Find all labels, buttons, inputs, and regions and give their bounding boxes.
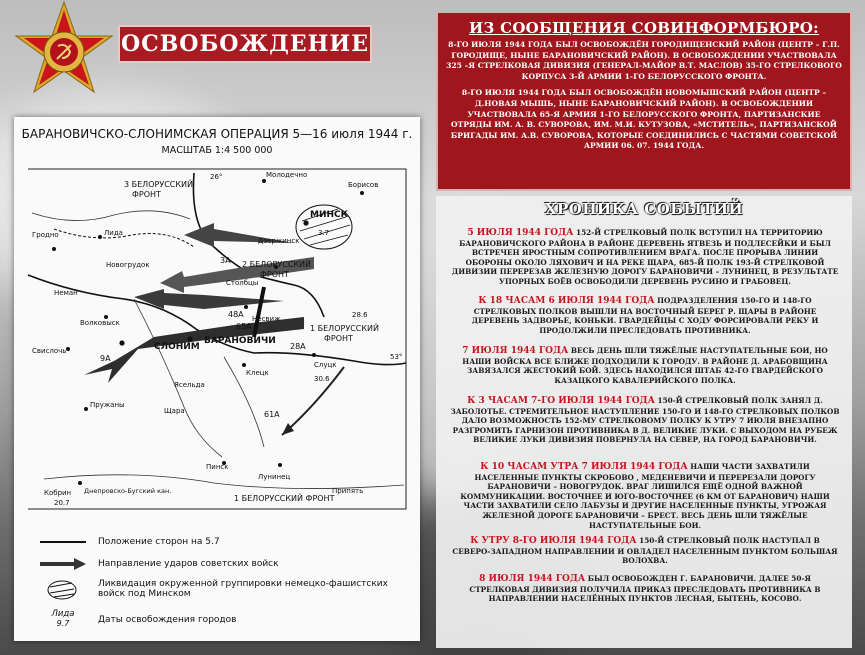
map-label: Волковыск	[80, 319, 120, 327]
map-label: Пружаны	[90, 401, 125, 409]
map-label: 26°	[210, 173, 223, 181]
sovinformburo-title: ИЗ СООБЩЕНИЯ СОВИНФОРМБЮРО:	[468, 19, 820, 37]
map-label: Щара	[164, 407, 185, 415]
chronicle-date: 5 ИЮЛЯ 1944 ГОДА	[467, 228, 574, 238]
chronicle-text: БЫЛ ОСВОБОЖДЕН Г. БАРАНОВИЧИ. ДАЛЕЕ 50-Я СТРЕЛКОВАЯ ДИВИЗИЯ ПОЛУЧИЛА ПРИКАЗ ПРЕСЛЕДОВАТЬ ПРОТИВНИКА В НАПРАВЛЕНИИ НАСЕЛЁННЫХ ПУНКТОВ ЛЕСНАЯ, БЫТЕНЬ, КОСОВО.	[469, 574, 821, 604]
map-label: 1 БЕЛОРУССКИЙ ФРОНТ	[234, 494, 335, 503]
legend-label: Даты освобождения городов	[98, 615, 237, 625]
map-label: Днепровско-Бугский кан.	[84, 487, 172, 495]
sovinformburo-paragraph: 8-ГО ИЮЛЯ 1944 ГОДА БЫЛ ОСВОБОЖДЁН ГОРОДИЩЕНСКИЙ РАЙОН (ЦЕНТР – Г.П. ГОРОДИЩЕ, НЫНЕ БАРАНОВИЧСКИЙ РАЙОН). В ОСВОБОЖДЕНИИ УЧАСТВОВАЛА 325 –Я СТРЕЛКОВАЯ ДИВИЗИЯ (ГЕНЕРАЛ-МАЙОР В.Т. МАСЛОВ) 35-ГО СТРЕЛКОВОГО КОРПУСА 3-Й АРМИИ 1-ГО БЕЛОРУССКОГО ФРОНТА.	[446, 40, 842, 81]
map-label: Пинск	[206, 463, 229, 471]
chronicle-date: К 3 ЧАСАМ 7-ГО ИЮЛЯ 1944 ГОДА	[467, 396, 655, 406]
chronicle-date: К 10 ЧАСАМ УТРА 7 ИЮЛЯ 1944 ГОДА	[480, 462, 688, 472]
chronicle-date: 7 ИЮЛЯ 1944 ГОДА	[462, 346, 569, 356]
legend-label: войск под Минском	[98, 589, 191, 599]
map-label: 48А	[228, 310, 244, 319]
map-label: 9А	[100, 354, 111, 363]
map-scale: МАСШТАБ 1:4 500 000	[161, 145, 273, 156]
chronicle-item	[450, 296, 840, 335]
map-label: ФРОНТ	[132, 190, 161, 199]
map-label: Клецк	[246, 369, 269, 377]
map-title: БАРАНОВИЧСКО-СЛОНИМСКАЯ ОПЕРАЦИЯ 5—16 июля 1944 г.	[21, 127, 413, 141]
map-label: Неман	[54, 289, 78, 297]
chronicle-text: НАШИ ЧАСТИ ЗАХВАТИЛИ НАСЕЛЕННЫЕ ПУНКТЫ СКРОБОВО , МЕДЕНЕВИЧИ И ПЕРЕРЕЗАЛИ ДОРОГУ БАРАНОВИЧИ – НОВОГРУДОК. ВРАГ ЛИШИЛСЯ ЕЩЁ ОДНОЙ ВАЖНОЙ КОММУНИКАЦИИ. ВОСТОЧНЕЕ И ЮГО-ВОСТОЧНЕЕ (6 КМ ОТ БАРАНОВИЧ) НАШИ ЧАСТИ ЗАХВАТИЛИ СЕЛО ЛАБУЗЫ И ДРУГИЕ НАСЕЛЕННЫЕ ПУНКТЫ, УГРОЖАЯ ЖЕЛЕЗНОЙ ДОРОГЕ БАРАНОВИЧИ – БРЕСТ. ВЕСЬ ДЕНЬ ШЛИ ТЯЖЁЛЫЕ НАСТУПАТЕЛЬНЫЕ БОИ.	[460, 462, 830, 530]
map-label: 28.6	[352, 311, 368, 319]
legend-city: Лида	[51, 609, 75, 619]
map-label: 2 БЕЛОРУССКИЙ	[242, 260, 312, 269]
map-label: Столбцы	[226, 279, 259, 287]
map-label: Молодечно	[266, 171, 308, 179]
map-label: Свислочь	[32, 347, 67, 355]
chronicle-date: К 18 ЧАСАМ 6 ИЮЛЯ 1944 ГОДА	[478, 296, 655, 306]
map-label: Новогрудок	[106, 261, 150, 269]
map-label: Дзержинск	[258, 237, 300, 245]
map-label: 30.6	[314, 375, 330, 383]
map-label: 28А	[290, 342, 306, 351]
map-label: 3 БЕЛОРУССКИЙ	[124, 180, 194, 189]
chronicle-item	[450, 462, 840, 530]
legend-item	[36, 533, 220, 551]
map-label: 3.7	[318, 229, 330, 237]
chronicle-text: ВЕСЬ ДЕНЬ ШЛИ ТЯЖЁЛЫЕ НАСТУПАТЕЛЬНЫЕ БОИ, НО НАШИ ВОЙСКА ВСЕ БЛИЖЕ ПОДХОДИЛИ К ГОРОДУ. В РАЙОНЕ Д. АРАБОВЩИНА ЗАВЯЗАЛСЯ ЖЕСТОКИЙ БОЙ. ЗДЕСЬ НАХОДИЛСЯ ШТАБ 42-ГО ГВАРДЕЙСКОГО КАЗАЦКОГО КАВАЛЕРИЙСКОГО ПОЛКА.	[462, 346, 828, 385]
legend-label: Положение сторон на 5.7	[98, 537, 220, 547]
map-label: Несвиж	[252, 315, 281, 323]
chronicle-text: 152-Й СТРЕЛКОВЫЙ ПОЛК ВСТУПИЛ НА ТЕРРИТОРИЮ БАРАНОВИЧСКОГО РАЙОНА В РАЙОНЕ ДЕРЕВЕНЬ ЯТВЕЗЬ И ПОДЛЕСЕЙКИ И БЫЛ ВСТРЕЧЕН ЯРОСТНЫМ СОПРОТИВЛЕНИЕМ ВРАГА. ПОСЛЕ ПРОРЫВА ЛИНИИ ОБОРОНЫ ОКОЛО ЛЯХОВИЧ И НА РЕКЕ ЩАРА, 685-Й ПОЛК 193-Й СТРЕЛКОВОЙ ДИВИЗИИ ПЕРЕРЕЗАВ ЖЕЛЕЗНУЮ ДОРОГУ БАРАНОВИЧИ – ЛУНИНЕЦ, В РЕЗУЛЬТАТЕ УПОРНЫХ БОЁВ ОСВОБОДИЛИ ДЕРЕВЕНЬ РУСИНО И ГРАБОВЕЦ.	[451, 228, 839, 286]
chronicle-item	[450, 228, 840, 287]
map-label-baranovichi: БАРАНОВИЧИ	[204, 336, 276, 346]
page-title: ОСВОБОЖДЕНИЕ	[121, 31, 369, 57]
map-label: 3А	[220, 256, 231, 265]
legend-item	[36, 609, 236, 635]
map-label: 61А	[264, 410, 280, 419]
legend-item	[36, 579, 388, 601]
map-label: Слуцк	[314, 361, 337, 369]
legend-label: Ликвидация окруженной группировки немецко-фашистских	[98, 579, 388, 589]
map-label: Ясельда	[174, 381, 205, 389]
chronicle-text: 150-Й СТРЕЛКОВЫЙ ПОЛК ЗАНЯЛ Д. ЗАБОЛОТЬЕ. СТРЕМИТЕЛЬНОЕ НАСТУПЛЕНИЕ 150-ГО И 148-ГО СТРЕЛКОВЫХ ПОЛКОВ ДАЛО ВОЗМОЖНОСТЬ 152-МУ СТРЕЛКОВОМУ ПОЛКУ К УТРУ 7 ИЮЛЯ ВНЕЗАПНО РАЗГРОМИТЬ ГАРНИЗОН ПРОТИВНИКА В Д. ВЕЛИКИЕ ЛУКИ. С ВЫХОДОМ НА РУБЕЖ ВЕЛИКИЕ ЛУКИ ДИВИЗИЯ ПОВЕРНУЛА НА СЕВЕР, НА ГОРОД БАРАНОВИЧИ.	[450, 396, 840, 445]
chronicle-title: ХРОНИКА СОБЫТИЙ	[544, 200, 744, 218]
chronicle-panel	[436, 196, 852, 648]
chronicle-item	[450, 574, 840, 604]
map-label: 65А	[236, 322, 252, 331]
sovinformburo-paragraph: 8-ГО ИЮЛЯ 1944 ГОДА БЫЛ ОСВОБОЖДЁН НОВОМЫШСКИЙ РАЙОН (ЦЕНТР – Д.НОВАЯ МЫШЬ, НЫНЕ БАРАНОВИЧСКИЙ РАЙОН). В ОСВОБОЖДЕНИИ УЧАСТВОВАЛА 65-Я АРМИЯ 1-ГО БЕЛОРУССКОГО ФРОНТА, ПАРТИЗАНСКИЕ ОТРЯДЫ ИМ. А. В. СУВОРОВА, ИМ. М.И. КУТУЗОВА, «МСТИТЕЛЬ», ПАРТИЗАНСКОЙ БРИГАДЫ ИМ. А.В. СУВОРОВА, КОТОРЫЕ СОЕДИНИЛИСЬ С ЧАСТЯМИ СОВЕТСКОЙ АРМИИ 06. 07. 1944 ГОДА.	[450, 88, 838, 151]
title-banner	[118, 25, 372, 63]
order-patriotic-war-star-icon	[10, 0, 118, 105]
chronicle-item	[450, 396, 840, 445]
chronicle-date: К УТРУ 8-ГО ИЮЛЯ 1944 ГОДА	[470, 536, 637, 546]
map-drawing	[14, 117, 420, 527]
chronicle-item	[450, 536, 840, 566]
sovinformburo-panel	[436, 11, 852, 191]
legend-label: Направление ударов советских войск	[98, 559, 279, 569]
map-label-minsk: МИНСК	[310, 210, 348, 220]
map-label: ФРОНТ	[324, 334, 353, 343]
legend-item	[36, 555, 279, 573]
map-label: Борисов	[348, 181, 379, 189]
map-label: Кобрин	[44, 489, 72, 497]
map-label: ФРОНТ	[260, 270, 289, 279]
legend-date: 9.7	[56, 619, 70, 628]
chronicle-text: ПОДРАЗДЕЛЕНИЯ 150-ГО И 148-ГО СТРЕЛКОВЫХ ПОЛКОВ ВЫШЛИ НА ВОСТОЧНЫЙ БЕРЕГ Р. ЩАРЫ В РАЙОНЕ ДЕРЕВЕНЬ ЗАДВОРЬЕ, КОНЬКИ. ГВАРДЕЙЦЫ С ХОДУ ФОРСИРОВАЛИ РЕКУ И ПРОДОЛЖИЛИ ПРЕСЛЕДОВАТЬ ПРОТИВНИКА.	[471, 296, 819, 335]
chronicle-item	[450, 346, 840, 385]
map-label: Лида	[104, 229, 123, 237]
map-label: Гродно	[32, 231, 59, 239]
map-label: Припять	[332, 487, 364, 495]
operation-map	[14, 117, 420, 641]
map-label: 20.7	[54, 499, 70, 507]
map-label: Лунинец	[258, 473, 291, 481]
map-label: 1 БЕЛОРУССКИЙ	[310, 324, 380, 333]
map-label: 53°	[390, 353, 403, 361]
chronicle-text: 150-Й СТРЕЛКОВЫЙ ПОЛК НАСТУПАЛ В СЕВЕРО-ЗАПАДНОМ НАПРАВЛЕНИИ И ОВЛАДЕЛ НАСЕЛЕННЫМ ПУНКТОМ БОЛЬШАЯ ВОЛОХВА.	[452, 536, 838, 566]
chronicle-date: 8 ИЮЛЯ 1944 ГОДА	[479, 574, 586, 584]
map-label-slonim: СЛОНИМ	[154, 342, 200, 352]
